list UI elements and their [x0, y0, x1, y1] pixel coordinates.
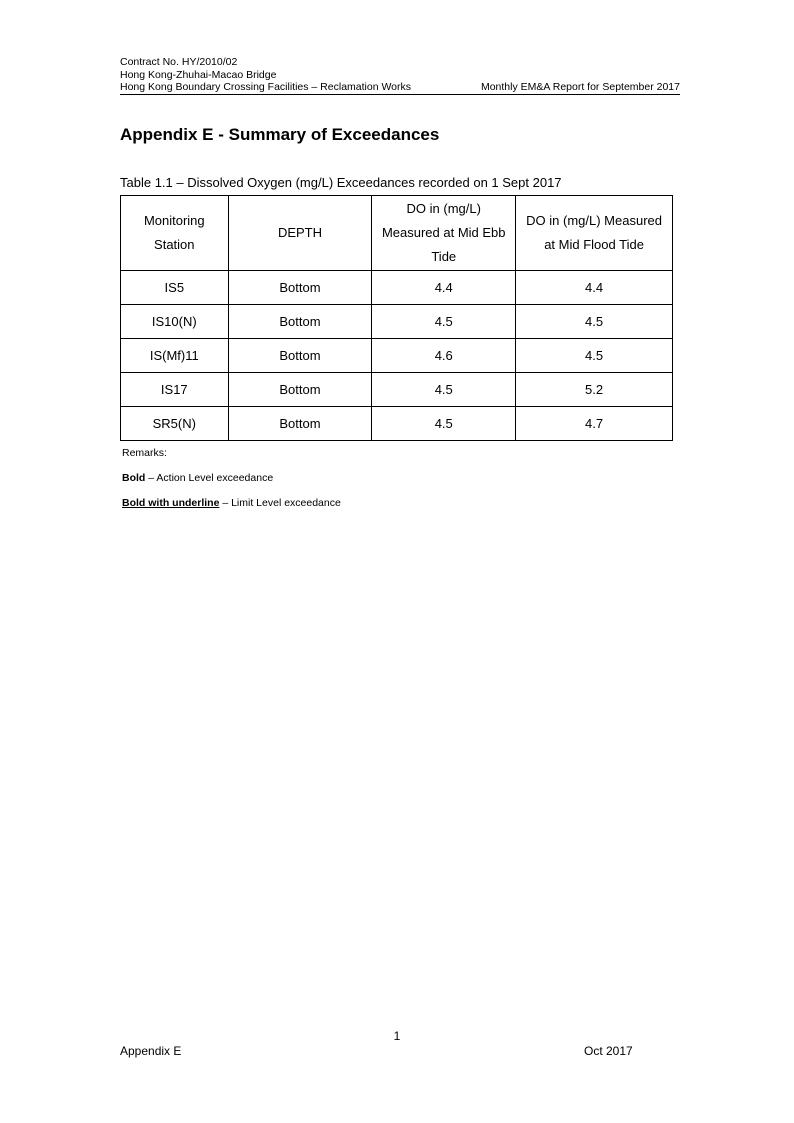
header-divider — [120, 94, 680, 95]
remark-underline-key: Bold with underline — [122, 497, 220, 509]
remark-action-level — [122, 472, 341, 485]
cell-flood: 5.2 — [516, 373, 673, 407]
remark-limit-level — [122, 497, 341, 510]
remark-bold-key: Bold — [122, 472, 146, 484]
header-project: Hong Kong-Zhuhai-Macao Bridge — [120, 68, 277, 81]
table-caption: Table 1.1 – Dissolved Oxygen (mg/L) Exceedances recorded on 1 Sept 2017 — [120, 175, 562, 190]
table-row — [121, 305, 673, 339]
cell-depth: Bottom — [228, 271, 372, 305]
table-row — [121, 271, 673, 305]
remarks-block — [122, 447, 341, 510]
header-facility: Hong Kong Boundary Crossing Facilities – Reclamation Works — [120, 81, 412, 93]
header-report: Monthly EM&A Report for September 2017 — [480, 81, 680, 93]
cell-flood: 4.5 — [516, 305, 673, 339]
cell-station: IS17 — [121, 373, 229, 407]
exceedance-table — [120, 195, 673, 441]
remark-underline-desc: – Limit Level exceedance — [219, 497, 341, 509]
cell-station: IS5 — [121, 271, 229, 305]
header-station: Monitoring Station — [121, 196, 229, 271]
cell-ebb: 4.5 — [372, 305, 516, 339]
table-row — [121, 339, 673, 373]
remarks-label: Remarks: — [122, 447, 167, 459]
header-facility-row — [120, 81, 680, 94]
table-row — [121, 407, 673, 441]
footer-appendix: Appendix E — [120, 1044, 182, 1058]
footer-date: Oct 2017 — [584, 1044, 633, 1058]
cell-depth: Bottom — [228, 339, 372, 373]
cell-depth: Bottom — [228, 373, 372, 407]
header-depth: DEPTH — [228, 196, 372, 271]
header-contract: Contract No. HY/2010/02 — [120, 56, 238, 68]
cell-station: IS10(N) — [121, 305, 229, 339]
table-row — [121, 373, 673, 407]
cell-ebb: 4.4 — [372, 271, 516, 305]
cell-flood: 4.4 — [516, 271, 673, 305]
cell-station: SR5(N) — [121, 407, 229, 441]
remark-bold-desc: – Action Level exceedance — [145, 472, 274, 484]
cell-depth: Bottom — [228, 305, 372, 339]
cell-ebb: 4.5 — [372, 373, 516, 407]
page-number: 1 — [393, 1029, 401, 1043]
cell-flood: 4.7 — [516, 407, 673, 441]
cell-ebb: 4.6 — [372, 339, 516, 373]
cell-ebb: 4.5 — [372, 407, 516, 441]
header-ebb: DO in (mg/L) Measured at Mid Ebb Tide — [372, 196, 516, 271]
cell-flood: 4.5 — [516, 339, 673, 373]
cell-depth: Bottom — [228, 407, 372, 441]
header-flood: DO in (mg/L) Measured at Mid Flood Tide — [516, 196, 673, 271]
page-header — [120, 56, 680, 94]
table-header-row — [121, 196, 673, 271]
cell-station: IS(Mf)11 — [121, 339, 229, 373]
page-title: Appendix E - Summary of Exceedances — [120, 125, 440, 144]
